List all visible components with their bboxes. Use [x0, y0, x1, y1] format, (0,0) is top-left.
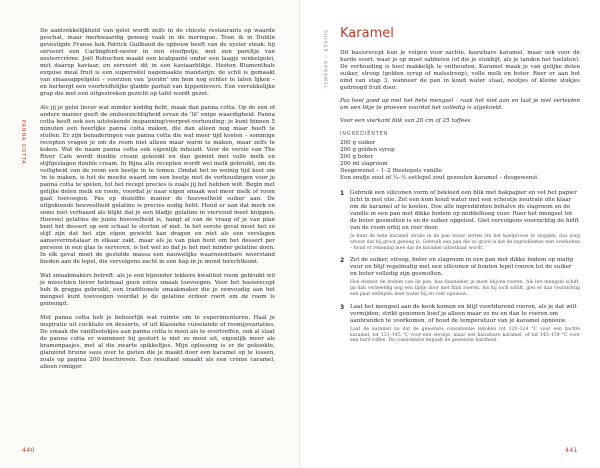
- step-number: 1: [340, 190, 345, 197]
- step-note: Je kunt de hete karamel straks in de pan water zetten om het koelproces te stoppen, dus zorg ervoor dat hij groot genoeg is. Gebruik een pan die zo groot is dat de ingrediënten niet overkoken – houd er rekening mee dat de karamel uitzetbaar wordt.: [350, 234, 580, 251]
- recipe-column: [340, 50, 580, 350]
- left-paragraph-1: De aantrekkelijkheid van gelei wordt zelfs in de chicste restaurants op waarde geschat, maar merkwaardig genoeg vaak in de meringue. Toen ik in Dublin gevestigde Franse kok Patrick Guilbaud de opbouw heeft van de oyster steak: hij serveert een Carlingford-oester in een stoofpotje, met een pareltje van oesterrcrème. Joël Robuchon maakt een krabpanté onder een laagje venkelgelei, met daarop kaviaar, en serveert dit in een kaviaarblikje. Heston Blumenthals exquise meal fruit is een superreëel nagemaakte mandarijn: de schil is gemaakt van sinaasappelgelei – voorzien van ‘poriën’ om hem nog echter te laten lijken – en herbergt een voortreffelijke gladde parfait van kippenlevers. Een verrukkelijke grap die met een uitgestreken gezicht op tafel wordt gezet.: [40, 28, 275, 97]
- left-paragraph-2: Als jij je gelei liever wat minder koddig hebt, maak dan panna cotta. Op de een of andere manier geeft de ondoorzichtigheid ervan de ‘lil’ enige waardigheid. Panna cotta heeft ook een uitstekende inspanning/voorpret-verhouding: je kunt binnen 5 minuten een heerlijke panna cotta maken, die dan alleen nog maar hoeft te stollen. Er zijn benaderingen van panna cotta die wat meer tijd kosten – sommige recepten vragen je om de room niet alleen maar warm te maken, maar zelfs te koken. Wat de naam panna cotta ook eigenlijk inhoudt. Voor de versie van The River Cafe wordt double cream gekookt en dan gemixt met volle melk en stijfgeslagen double cream. In bijna alle recepten wordt wel melk gebruikt, om de veiligheid van de room een beetje in te tomen. Omdat het zo weinig tijd kost om ’m te maken, is het de moeite waard om een beetje met de verhoudingen voor je panna cotta te spelen, tot het recept precies is zoals jij het hebben wilt. Begin met gelijke delen melk en room, voordat je naar eigen smaak wat meer melk of room gaat toevoegen. Pas op dezelfde manier de hoeveelheid suiker aan. De uitgekiende hoeveelheid gelatine is precies nodig hebt. Houd er aan dat merk en soms niet verbaasd als blijkt dat je een bladje gelatine in viervoud meet knippen. Hoeveel gelatine de juiste hoeveelheid is, hangt af van de vraag of je van plan bent het dessert op een schaal te storten of niet. In het eerste geval moet het zo stijf zijn dat het zijn eigen gewicht kan dragen en niet als een verslagen aansoverinstalaar in elkaar zakt, maar als je van plan bent om het dessert per persoon in een glas te serveren, is het wel zo dat je het met minder gelatine doen. In elk geval moet de gestolde massa een nauwelijks waarneembare weerstand bieden aan de lepel, die vervolgens zacht in een hap in je mond terechtkomt.: [40, 105, 275, 265]
- left-paragraph-3: Wat smaakmakers betreft: als je een bijzonder lekkere kwaliteit room gebruikt wil je misschien liever helemaal geen extra smaak toevoegen. Voor het basisrecept heb ik grappa gebruikt, een traditionele smaakmaker die je eenvoudig aan het mengsel kunt toevoegen voordat je de gelatine erdoor roert om de room is gemengd.: [40, 273, 275, 307]
- ingredient-item: 200 g suiker: [340, 140, 376, 146]
- right-side-tag: SUIKER – KARAMEL: [322, 30, 327, 90]
- ingredients-list: [340, 140, 580, 182]
- step-text: Gebruik een siliconen vorm of bekleed een blik met bakpapier en vet het papier licht in met olie. Zet een kom koud water met een scheutje neutrale olie klaar om de karamel af te koelen. Doe alle ingrediënten behalve de slagroom en de vanille in een pan met dikke bodem op middelhoog vuur. Roer het mengsel tot de boter gesmolten is en de suiker opgelost. Giet vervolgens voorzichtig de helft van de room erbij en roer door.: [350, 190, 579, 231]
- left-paragraph-4: Met panna cotta heb je behoorlijk wat ruimte om te experimenteren. Haal je inspiratie uit cocktails en desserts, of uit klassieke cuiselande of roomijsvariaties. De smaak die vanillestokjes aan panna cotta is mooi als te overtreffen, ook al slaat de panna cotta er wannneer hij gestort is niet zo mooi uit, eigenlijk meer als kramenpasjes, met al die zwarte spikkeltjes. Mijn oplossing is er de gekookte, glanzend bruine saus over te gieten die je maakt door een karamel op te lossen, zoals op pagina 200 beschreven. Een resultaat smaakt als een crème caramel, alleen romiger.: [40, 315, 275, 370]
- left-side-tag: PANNA COTTA: [20, 120, 25, 165]
- step-number: 3: [340, 303, 345, 311]
- ingredient-item: 200 g golden syrup: [340, 147, 395, 153]
- method-step: [340, 190, 580, 251]
- step-note: Laat de karamel na dat de gewenste consistentie inkoken tot 120–124 °C voor een zachte karamel, tot 131–145 °C voor een stevige, maar wel kauwbare karamel, of tot 145–154 °C voor een hard toffee. De consistentie bepaalt de gewenste hardheid.: [350, 326, 580, 344]
- left-body-text: [40, 28, 275, 378]
- ingredient-item: Desgewenst – 1–2 theelepels vanille: [340, 168, 443, 174]
- ingredient-item: 200 g boter: [340, 154, 373, 160]
- right-page: [300, 0, 600, 468]
- ingredients-heading: INGREDIËNTEN: [340, 132, 389, 137]
- recipe-intro: Dit basisrecept kun je volgen voor zachte, kauwbare karamel, maar ook voor de harde soort, waar je op moet sabbelen (of die je stukbijt, als je tanden het toelaten). De verhouding is heel makkelijk te onthouden. Karamel maak je van gelijke delen suiker, stroop (golden syrup of maïsstroop), volle melk en boter. Roer er aan het eind van stap 3, wanneer de pan in koud water staat, nootjes of kleine stukjes gedroogd fruit door.: [340, 50, 580, 91]
- step-text: Laat het mengsel aan de kook komen en blijf voortdurend roeren, als je dat wilt vermijden: strikt genomen hoef je alleen maar zo nu en dan te roeren om aanbranden te voorkomen, of houd de temperatuur van je karamel opnieuw.: [350, 303, 577, 324]
- left-page-number: 440: [22, 447, 35, 454]
- step-note: Hoe dunner de bodem van de pan, hoe fanatieker je moet blijven roeren. Als het mengsel schift, ga dan verbeeldig nog een tijdje door met flink roeren. Als hij toch schift, giet er dan voorzichtig een paar eetlepels heet water bij en roer opnieuw.: [350, 280, 580, 297]
- recipe-yield: Voor een vierkant blik van 20 cm of 25 toffees: [340, 118, 471, 124]
- method-step: [340, 304, 580, 344]
- method-step: [340, 257, 580, 297]
- step-number: 2: [340, 257, 345, 265]
- ingredient-item: Een snufje zout of ¼–½ eetlepel zout gezouten karamel – desgewenst: [340, 175, 538, 181]
- recipe-warning: Pas heel goed op met het hete mengsel – raak het niet aan en laat je niet verleiden om een likje te proeven voordat het volledig is afgekoeld.: [340, 98, 580, 111]
- right-page-number: 441: [565, 447, 578, 454]
- step-text: Zet de suiker, stroop, boter en slagroom in een pan met dikke bodem op matig vuur en blijf regelmatig met een siliconen of houten lepel roeren tot de suiker en boter volledig zijn gesmolten.: [350, 257, 574, 278]
- recipe-title: Karamel: [340, 26, 394, 41]
- method-steps: [340, 190, 580, 344]
- ingredient-item: 200 ml slagroom: [340, 161, 388, 167]
